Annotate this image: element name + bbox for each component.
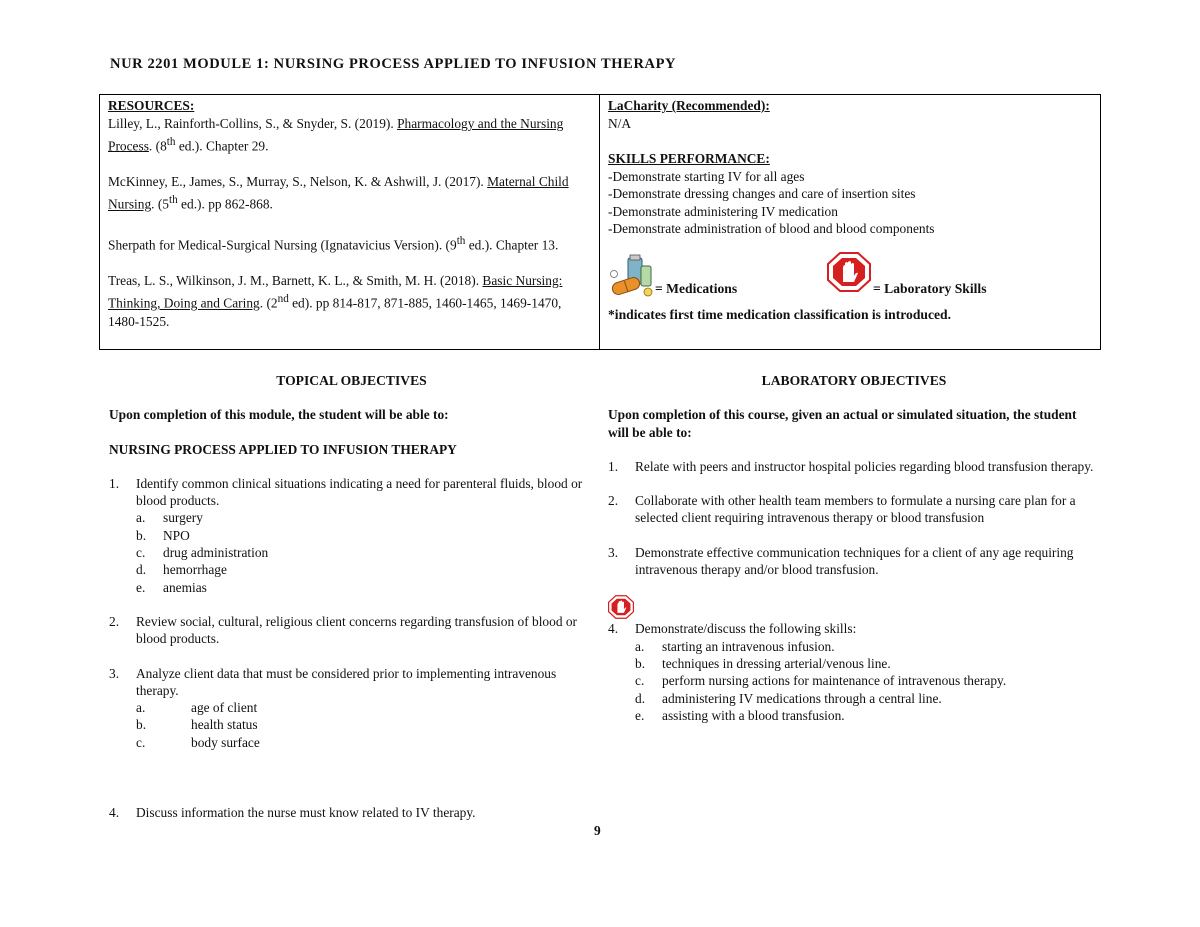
reference-lilley: Lilley, L., Rainforth-Collins, S., & Snyder, S. (2019). Pharmacology and the Nursing Process. (8th ed.). Chapter 29. bbox=[108, 116, 564, 154]
sub-item: e. anemias bbox=[136, 579, 207, 595]
book-title: Basic Nursing: Thinking, Doing and Caring bbox=[108, 273, 563, 311]
sub-item: a. surgery bbox=[136, 510, 203, 526]
lab-objective-item: 4. Demonstrate/discuss the following skills: a. starting an intravenous infusion. b. techniques in dressing arterial/venous line. c. perform nursing actions for maintenance of intravenous therapy. d. administering IV medications through a central line. e. assisting with a blood transfusion. bbox=[608, 620, 1100, 724]
lacharity-value: N/A bbox=[608, 115, 632, 131]
page-number: 9 bbox=[594, 823, 601, 838]
reference-mckinney: McKinney, E., James, S., Murray, S., Nelson, K. & Ashwill, J. (2017). Maternal Child Nursing. (5th ed.). pp 862-868. bbox=[108, 174, 569, 212]
legend bbox=[608, 252, 1092, 314]
skill-item: -Demonstrate administration of blood and blood components bbox=[608, 221, 935, 236]
laboratory-intro: Upon completion of this course, given an actual or simulated situation, the student will be able to: bbox=[608, 407, 1077, 440]
medications-legend-label: = Medications bbox=[655, 280, 738, 296]
lab-objective-item: 3. Demonstrate effective communication techniques for a client of any age requiring intravenous therapy and/or blood transfusion. bbox=[608, 544, 1074, 578]
resources-table bbox=[99, 94, 1101, 350]
sub-item: a. starting an intravenous infusion. bbox=[635, 638, 835, 654]
resources-heading: RESOURCES: bbox=[108, 98, 195, 113]
reference-treas: Treas, L. S., Wilkinson, J. M., Barnett, K. L., & Smith, M. H. (2018). Basic Nursing: Thinking, Doing and Caring. (2nd ed). pp 814-817, 871-885, 1460-1465, 1469-1470, 1480-1525. bbox=[108, 273, 563, 329]
lab-objective-item: 2. Collaborate with other health team members to formulate a nursing care plan for a selected client requiring intravenous therapy or blood transfusion bbox=[608, 493, 1076, 526]
skill-item: -Demonstrate starting IV for all ages bbox=[608, 168, 805, 184]
lacharity-heading: LaCharity (Recommended): bbox=[608, 98, 770, 113]
laboratory-objectives bbox=[608, 372, 1100, 741]
skills-heading: SKILLS PERFORMANCE: bbox=[608, 151, 770, 166]
sub-item: d. hemorrhage bbox=[136, 562, 227, 578]
skill-item: -Demonstrate administering IV medication bbox=[608, 203, 838, 219]
sub-item: b. health status bbox=[136, 717, 258, 733]
medications-icon bbox=[608, 254, 656, 298]
lacharity-cell bbox=[600, 95, 1100, 349]
objective-item: 3. Analyze client data that must be considered prior to implementing intravenous therapy. a. age of client b. health status c. body surface bbox=[109, 665, 594, 751]
objective-item: 4. Discuss information the nurse must know related to IV therapy. bbox=[109, 805, 476, 820]
book-title: Maternal Child Nursing bbox=[108, 174, 569, 212]
sub-item: c. perform nursing actions for maintenance of intravenous therapy. bbox=[635, 673, 1007, 689]
sub-item: b. NPO bbox=[136, 527, 190, 543]
page-title: NUR 2201 MODULE 1: NURSING PROCESS APPLIED TO INFUSION THERAPY bbox=[110, 56, 677, 72]
objective-item: 2. Review social, cultural, religious client concerns regarding transfusion of blood or blood products. bbox=[109, 613, 578, 647]
sub-item: a. age of client bbox=[136, 700, 258, 716]
lab-objective-item: 1. Relate with peers and instructor hospital policies regarding blood transfusion therapy. bbox=[608, 458, 1094, 474]
lab-skills-legend-label: = Laboratory Skills bbox=[873, 280, 987, 296]
laboratory-objectives-heading: LABORATORY OBJECTIVES bbox=[761, 373, 947, 388]
book-title: Pharmacology and the Nursing Process bbox=[108, 116, 564, 154]
objective-item: 1. Identify common clinical situations indicating a need for parenteral fluids, blood or blood products. a. surgery b. NPO c. drug administration d. hemorrhage e. anemias bbox=[109, 475, 594, 596]
section-heading: NURSING PROCESS APPLIED TO INFUSION THERAPY bbox=[109, 441, 457, 457]
laboratory-skills-icon bbox=[608, 595, 634, 619]
topical-objectives bbox=[109, 372, 594, 768]
sub-item: c. body surface bbox=[136, 734, 260, 750]
sub-item: d. administering IV medications through a central line. bbox=[635, 690, 942, 706]
reference-sherpath: Sherpath for Medical-Surgical Nursing (Ignatavicius Version). (9th ed.). Chapter 13. bbox=[108, 234, 559, 253]
skill-item: -Demonstrate dressing changes and care of insertion sites bbox=[608, 186, 916, 201]
legend-note: *indicates first time medication classification is introduced. bbox=[608, 306, 951, 322]
topical-objectives-heading: TOPICAL OBJECTIVES bbox=[276, 373, 427, 388]
laboratory-skills-icon bbox=[827, 252, 871, 292]
sub-item: e. assisting with a blood transfusion. bbox=[635, 707, 845, 723]
sub-item: c. drug administration bbox=[136, 545, 269, 561]
topical-intro: Upon completion of this module, the student will be able to: bbox=[109, 407, 449, 423]
sub-item: b. techniques in dressing arterial/venous line. bbox=[635, 655, 891, 671]
resources-cell bbox=[100, 95, 600, 349]
